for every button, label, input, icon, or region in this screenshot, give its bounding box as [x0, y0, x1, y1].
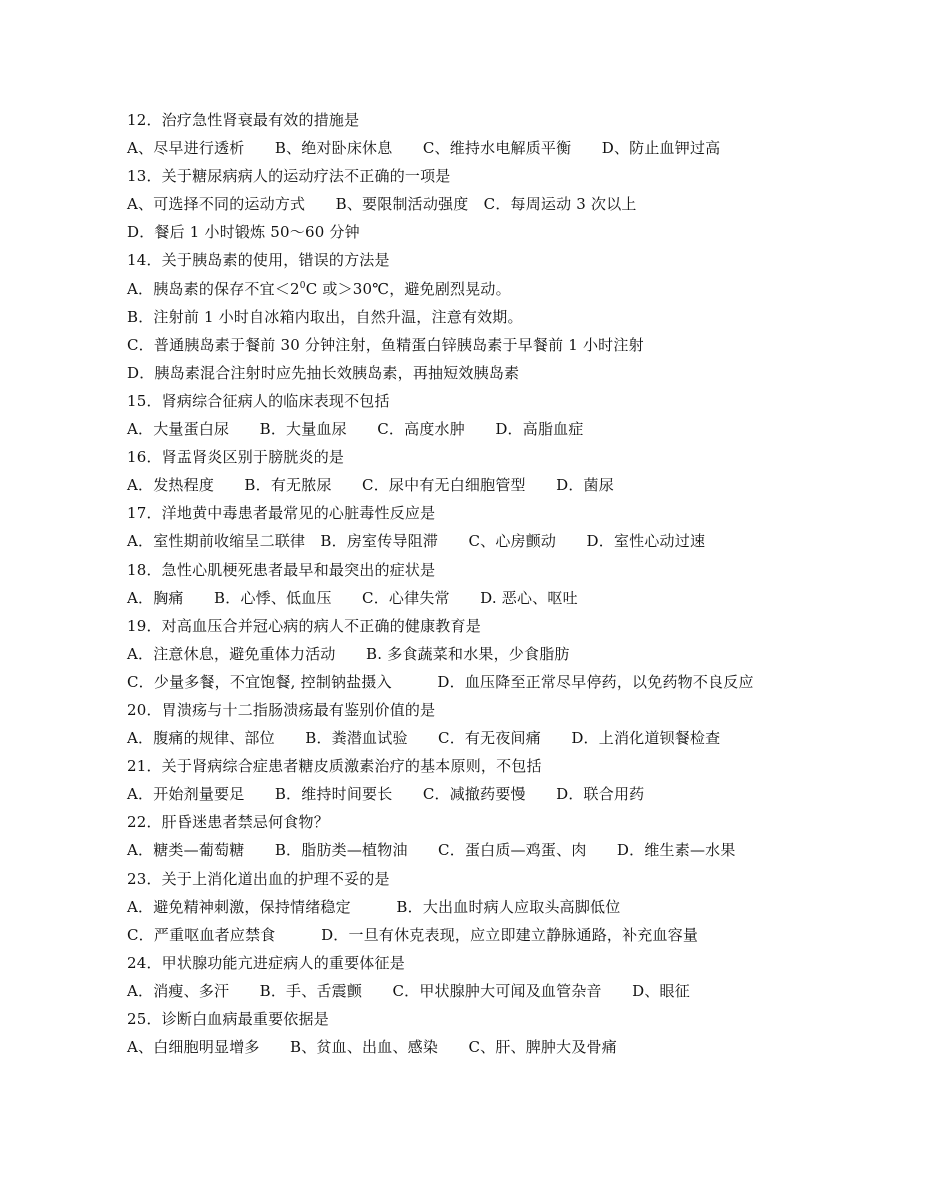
- options-23-ab: A．避免精神刺激，保持情绪稳定 B．大出血时病人应取头高脚低位: [127, 897, 621, 916]
- question-24: 24．甲状腺功能亢进症病人的重要体征是: [127, 953, 405, 972]
- options-15: A．大量蛋白尿 B．大量血尿 C．高度水肿 D．高脂血症: [127, 420, 584, 439]
- options-13-d: D．餐后 1 小时锻炼 50～60 分钟: [127, 223, 360, 242]
- options-21: A．开始剂量要足 B．维持时间要长 C．减撤药要慢 D．联合用药: [127, 785, 645, 804]
- options-25: A、白细胞明显增多 B、贫血、出血、感染 C、肝、脾肿大及骨痛: [127, 1038, 617, 1057]
- question-20: 20．胃溃疡与十二指肠溃疡最有鉴别价值的是: [127, 700, 436, 719]
- option-14-c: C．普通胰岛素于餐前 30 分钟注射，鱼精蛋白锌胰岛素于早餐前 1 小时注射: [127, 335, 644, 354]
- option-14-b: B．注射前 1 小时自冰箱内取出，自然升温，注意有效期。: [127, 307, 523, 326]
- options-24: A．消瘦、多汗 B．手、舌震颤 C．甲状腺肿大可闻及血管杂音 D、眼征: [127, 981, 690, 1000]
- question-23: 23．关于上消化道出血的护理不妥的是: [127, 869, 390, 888]
- superscript-zero: 0: [299, 280, 306, 291]
- option-14-a: [127, 275, 927, 303]
- options-19-cd: C．少量多餐，不宜饱餐, 控制钠盐摄入 D．血压降至正常尽早停药，以免药物不良反应: [127, 672, 754, 691]
- option-14-a-head: A．胰岛素的保存不宜＜2: [127, 279, 300, 298]
- options-16: A．发热程度 B．有无脓尿 C．尿中有无白细胞管型 D．菌尿: [127, 476, 614, 495]
- options-19-ab: A．注意休息，避免重体力活动 B. 多食蔬菜和水果，少食脂肪: [127, 644, 570, 663]
- options-18: A．胸痛 B．心悸、低血压 C．心律失常 D. 恶心、呕吐: [127, 588, 578, 607]
- options-23-cd: C．严重呕血者应禁食 D．一旦有休克表现，应立即建立静脉通路，补充血容量: [127, 925, 699, 944]
- question-12: 12．治疗急性肾衰最有效的措施是: [127, 111, 360, 129]
- options-17: A．室性期前收缩呈二联律 B．房室传导阻滞 C、心房颤动 D．室性心动过速: [127, 532, 706, 551]
- question-21: 21．关于肾病综合症患者糖皮质激素治疗的基本原则，不包括: [127, 757, 542, 776]
- question-15: 15．肾病综合征病人的临床表现不包括: [127, 391, 390, 410]
- question-22: 22．肝昏迷患者禁忌何食物？: [127, 813, 329, 832]
- question-19: 19．对高血压合并冠心病的病人不正确的健康教育是: [127, 616, 481, 635]
- question-14: 14．关于胰岛素的使用，错误的方法是: [127, 251, 390, 270]
- question-25: 25．诊断白血病最重要依据是: [127, 1010, 329, 1028]
- question-13: 13．关于糖尿病病人的运动疗法不正确的一项是: [127, 167, 451, 186]
- options-20: A．腹痛的规律、部位 B．粪潜血试验 C．有无夜间痛 D．上消化道钡餐检查: [127, 729, 721, 748]
- option-14-a-tail: C 或＞30℃，避免剧烈晃动。: [305, 279, 511, 298]
- question-17: 17．洋地黄中毒患者最常见的心脏毒性反应是: [127, 504, 436, 523]
- question-list: [127, 106, 927, 1061]
- question-18: 18．急性心肌梗死患者最早和最突出的症状是: [127, 560, 436, 579]
- question-16: 16．肾盂肾炎区别于膀胱炎的是: [127, 448, 345, 467]
- options-12: A、尽早进行透析 B、绝对卧床休息 C、维持水电解质平衡 D、防止血钾过高: [127, 139, 721, 158]
- options-13-abc: A、可选择不同的运动方式 B、要限制活动强度 C．每周运动 3 次以上: [127, 195, 637, 214]
- option-14-d: D．胰岛素混合注射时应先抽长效胰岛素，再抽短效胰岛素: [127, 363, 520, 382]
- options-22: A．糖类—葡萄糖 B．脂肪类—植物油 C．蛋白质—鸡蛋、肉 D．维生素—水果: [127, 841, 736, 860]
